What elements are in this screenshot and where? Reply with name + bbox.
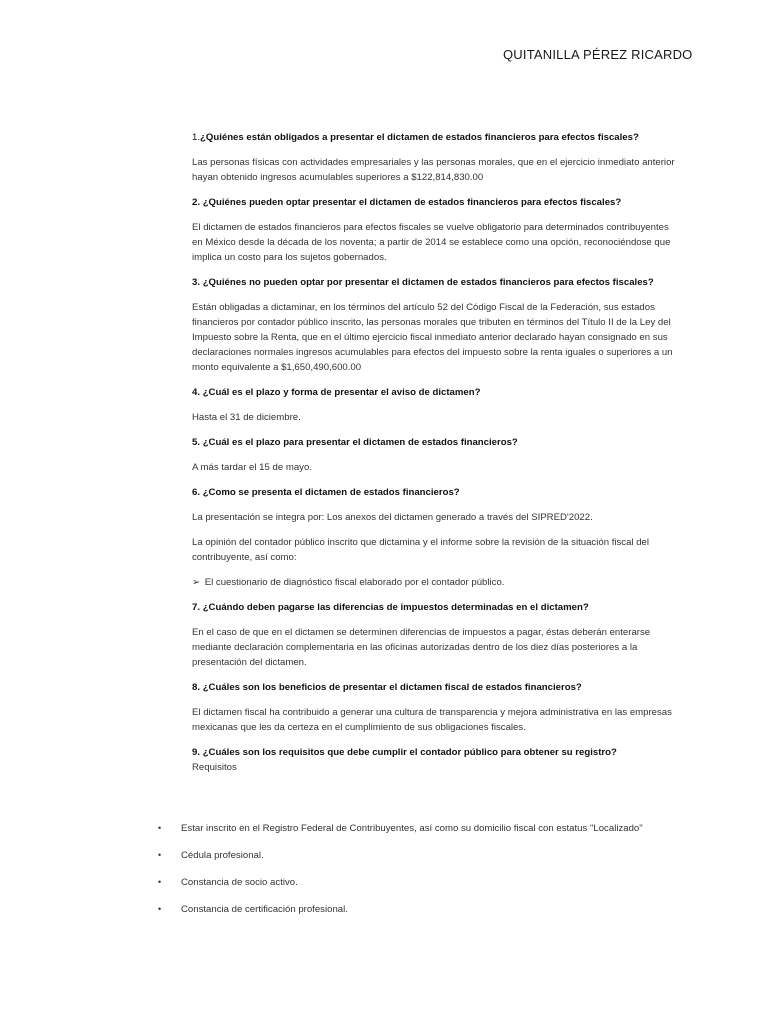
answer-6-part-1: La presentación se integra por: Los anexos del dictamen generado a través del SIPRED'2022. (192, 512, 593, 523)
question-8 (192, 680, 680, 695)
question-number: 5. (192, 437, 201, 448)
bullet-icon: • (158, 823, 162, 833)
bullet-icon: • (158, 850, 162, 860)
answer-6-arrow-item (192, 575, 680, 590)
question-7 (192, 600, 680, 615)
list-item-text: Constancia de socio activo. (181, 877, 298, 888)
question-number: 1. (192, 132, 201, 143)
question-3 (192, 275, 680, 290)
question-text: ¿Quiénes no pueden optar por presentar el dictamen de estados financieros para efectos fiscales? (202, 277, 654, 288)
arrow-item-text: El cuestionario de diagnóstico fiscal elaborado por el contador público. (204, 577, 505, 588)
question-text: ¿Quiénes están obligados a presentar el dictamen de estados financieros para efectos fiscales? (200, 132, 639, 143)
question-number: 2. (192, 197, 201, 208)
question-text: ¿Cuál es el plazo y forma de presentar el aviso de dictamen? (202, 387, 481, 398)
question-number: 9. (192, 747, 201, 758)
list-item-text: Estar inscrito en el Registro Federal de Contribuyentes, así como su domicilio fiscal con estatus "Localizado" (181, 823, 643, 834)
question-1 (192, 130, 680, 145)
question-text: ¿Cuáles son los requisitos que debe cumplir el contador público para obtener su registro? (202, 747, 617, 758)
bullet-icon: • (158, 904, 162, 914)
question-text: ¿Cuándo deben pagarse las diferencias de impuestos determinadas en el dictamen? (202, 602, 589, 613)
question-9 (192, 745, 680, 760)
requirements-list (158, 822, 678, 930)
list-item (158, 876, 678, 889)
answer-2: El dictamen de estados financieros para efectos fiscales se vuelve obligatorio para determinados contribuyentes en México desde la década de los noventa; a partir de 2014 se establece como una opción, reconociéndose que implica un costo para los sujetos gobernados. (192, 222, 671, 263)
question-5 (192, 435, 680, 450)
question-text: ¿Quiénes pueden optar presentar el dictamen de estados financieros para efectos fiscales? (202, 197, 622, 208)
question-6 (192, 485, 680, 500)
question-text: ¿Cuáles son los beneficios de presentar el dictamen fiscal de estados financieros? (202, 682, 582, 693)
list-item-text: Cédula profesional. (181, 850, 264, 861)
question-4 (192, 385, 680, 400)
question-number: 6. (192, 487, 201, 498)
bullet-icon: • (158, 877, 162, 887)
question-number: 7. (192, 602, 201, 613)
question-text: ¿Como se presenta el dictamen de estados financieros? (202, 487, 460, 498)
answer-6-part-2: La opinión del contador público inscrito que dictamina y el informe sobre la revisión de la situación fiscal del contribuyente, así como: (192, 537, 650, 563)
arrow-bullet-icon: ➢ (192, 577, 201, 588)
list-item-text: Constancia de certificación profesional. (181, 904, 348, 915)
answer-8: El dictamen fiscal ha contribuido a generar una cultura de transparencia y mejora administrativa en las empresas mexicanas que les da certeza en el cumplimiento de sus obligaciones fiscales. (192, 707, 672, 733)
answer-9: Requisitos (192, 762, 237, 773)
list-item (158, 903, 678, 916)
question-number: 8. (192, 682, 201, 693)
answer-5: A más tardar el 15 de mayo. (192, 462, 312, 473)
answer-7: En el caso de que en el dictamen se determinen diferencias de impuestos a pagar, éstas deberán enterarse mediante declaración complementaria en las oficinas autorizadas dentro de los diez días posteriores a la presentación del dictamen. (192, 627, 651, 668)
question-2 (192, 195, 680, 210)
question-number: 3. (192, 277, 201, 288)
answer-4: Hasta el 31 de diciembre. (192, 412, 301, 423)
answer-3: Están obligadas a dictaminar, en los términos del artículo 52 del Código Fiscal de la Federación, sus estados financieros por contador público inscrito, las personas morales que tributen en términos del Título II de la Ley del Impuesto sobre la Renta, que en el último ejercicio fiscal inmediato anterior declarado hayan consignado en sus declaraciones normales ingresos acumulables para efectos del impuesto sobre la renta iguales o superiores a un monto equivalente a $1,650,490,600.00 (192, 302, 673, 373)
question-text: ¿Cuál es el plazo para presentar el dictamen de estados financieros? (202, 437, 518, 448)
answer-1: Las personas físicas con actividades empresariales y las personas morales, que en el ejercicio inmediato anterior hayan obtenido ingresos acumulables superiores a $122,814,830.00 (192, 157, 675, 183)
list-item (158, 822, 678, 835)
list-item (158, 849, 678, 862)
question-number: 4. (192, 387, 201, 398)
author-name: QUITANILLA PÉREZ RICARDO (503, 47, 693, 62)
questionnaire (192, 130, 680, 775)
